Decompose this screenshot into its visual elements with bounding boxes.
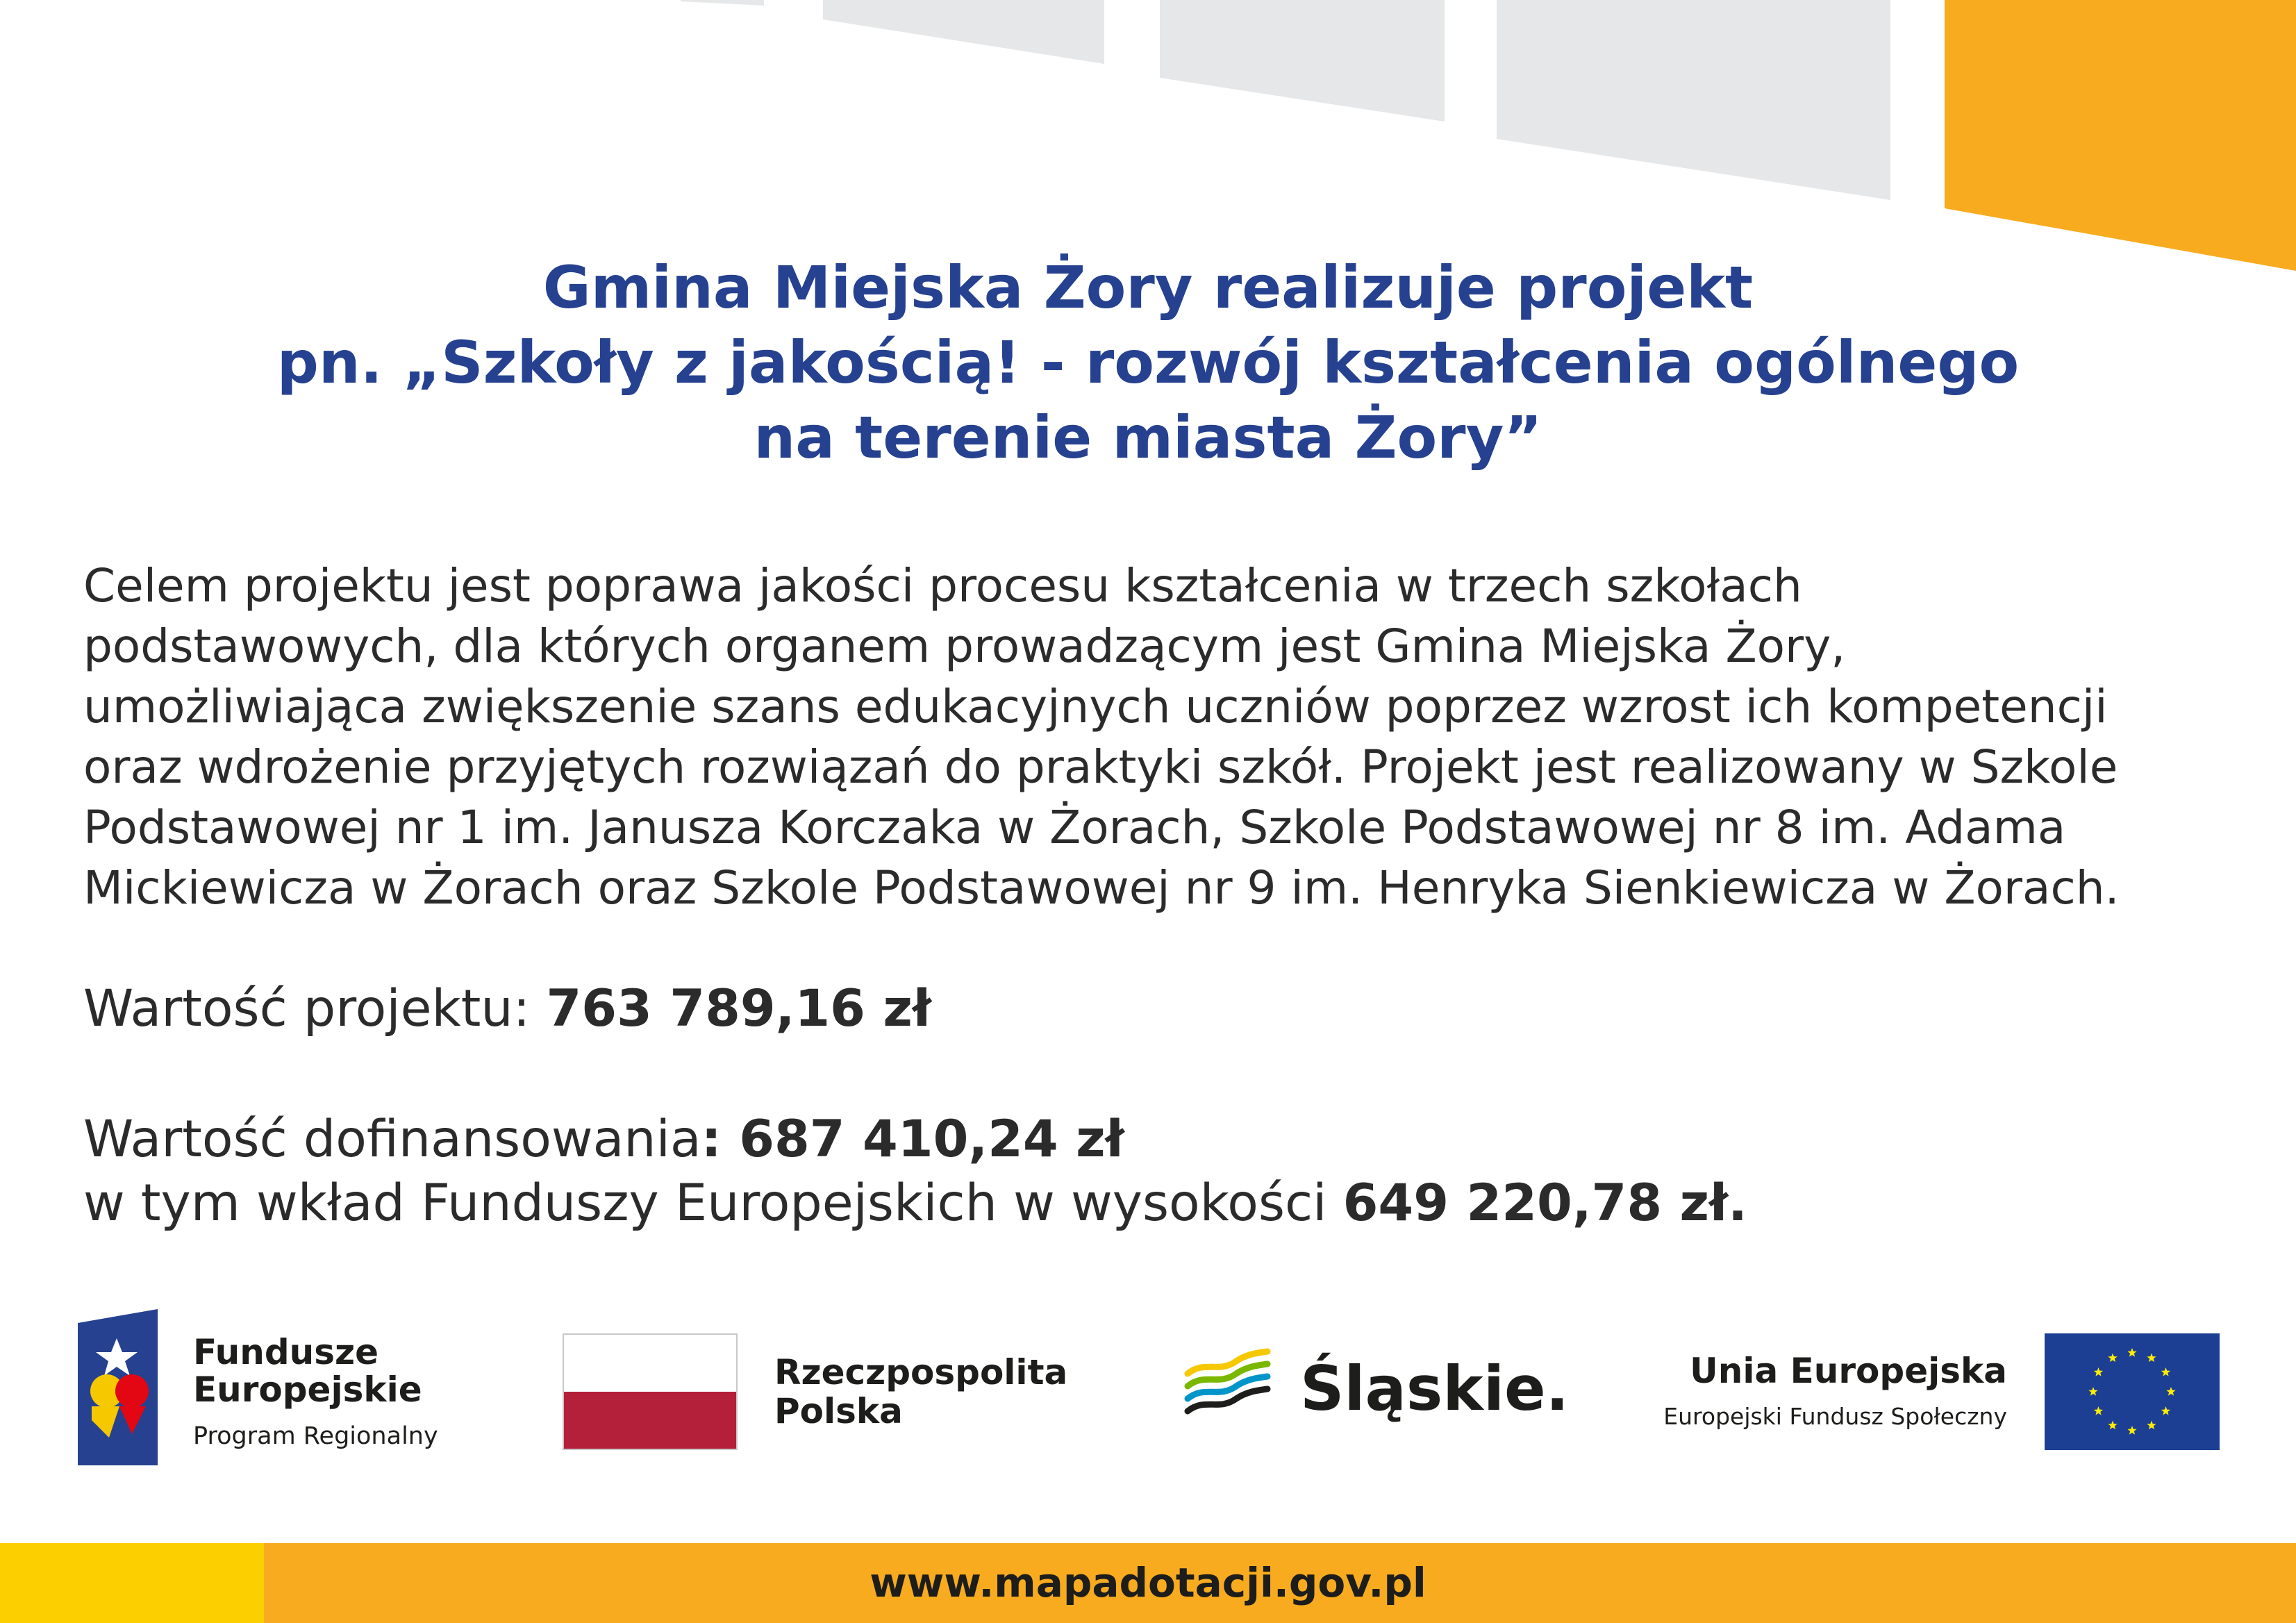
deco-gray-strip-4 (1497, 0, 1890, 200)
poland-flag-icon (563, 1333, 738, 1450)
project-title (0, 250, 2296, 475)
ue-logo-title: Unia Europejska (1690, 1351, 2007, 1391)
rp-logo-text (774, 1353, 1067, 1431)
fe-line-1: Fundusze (193, 1332, 379, 1372)
cofinancing-amount: : 687 410,24 zł (701, 1110, 1124, 1169)
deco-gray-strip-3 (1160, 0, 1445, 122)
project-value-label: Wartość projektu: (83, 979, 547, 1038)
description-line: Podstawowej nr 1 im. Janusza Korczaka w Żorach, Szkole Podstawowej nr 8 im. Adama (83, 801, 2066, 854)
cofinancing-value (83, 1110, 1124, 1169)
project-description (83, 556, 2236, 918)
eu-contribution-amount: 649 220,78 zł. (1342, 1174, 1747, 1233)
eu-contribution-label: w tym wkład Funduszy Europejskich w wysokości (83, 1174, 1343, 1233)
slaskie-logo-icon (1184, 1346, 1271, 1429)
description-line: podstawowych, dla których organem prowadzącym jest Gmina Miejska Żory, (83, 619, 1846, 673)
deco-gray-strip-1 (681, 0, 764, 6)
title-line-3: na terenie miasta Żory” (754, 403, 1542, 472)
fe-logo-text (193, 1333, 422, 1408)
eu-contribution (83, 1174, 1747, 1233)
eu-flag-icon (2045, 1333, 2220, 1450)
deco-gray-strip-2 (823, 0, 1104, 64)
fundusze-europejskie-logo-icon (78, 1309, 158, 1465)
project-value-amount: 763 789,16 zł (546, 979, 931, 1038)
ue-logo-subtitle: Europejski Fundusz Społeczny (1663, 1403, 2007, 1430)
description-line: Celem projektu jest poprawa jakości procesu kształcenia w trzech szkołach (83, 559, 1802, 613)
rp-line-1: Rzeczpospolita (774, 1352, 1068, 1392)
cofinancing-label: Wartość dofinansowania (83, 1110, 701, 1169)
description-line: oraz wdrożenie przyjętych rozwiązań do praktyki szkół. Projekt jest realizowany w Szkole (83, 740, 2118, 794)
description-line: Mickiewicza w Żorach oraz Szkole Podstawowej nr 9 im. Henryka Sienkiewicza w Żorach. (83, 861, 2120, 915)
footer-website-link[interactable]: www.mapadotacji.gov.pl (870, 1559, 1426, 1606)
rp-line-2: Polska (774, 1391, 903, 1431)
slaskie-logo-text: Śląskie. (1300, 1353, 1570, 1424)
fe-program-label: Program Regionalny (193, 1422, 438, 1450)
decorative-header-shapes (0, 0, 2296, 292)
fe-line-2: Europejskie (193, 1370, 422, 1410)
description-line: umożliwiająca zwiększenie szans edukacyjnych uczniów poprzez wzrost ich kompetencji (83, 680, 2108, 733)
deco-orange-shape (1945, 0, 2296, 271)
project-value (83, 979, 931, 1038)
title-line-2: pn. „Szkoły z jakością! - rozwój kształcenia ogólnego (276, 328, 2020, 397)
title-line-1: Gmina Miejska Żory realizuje projekt (542, 253, 1754, 322)
